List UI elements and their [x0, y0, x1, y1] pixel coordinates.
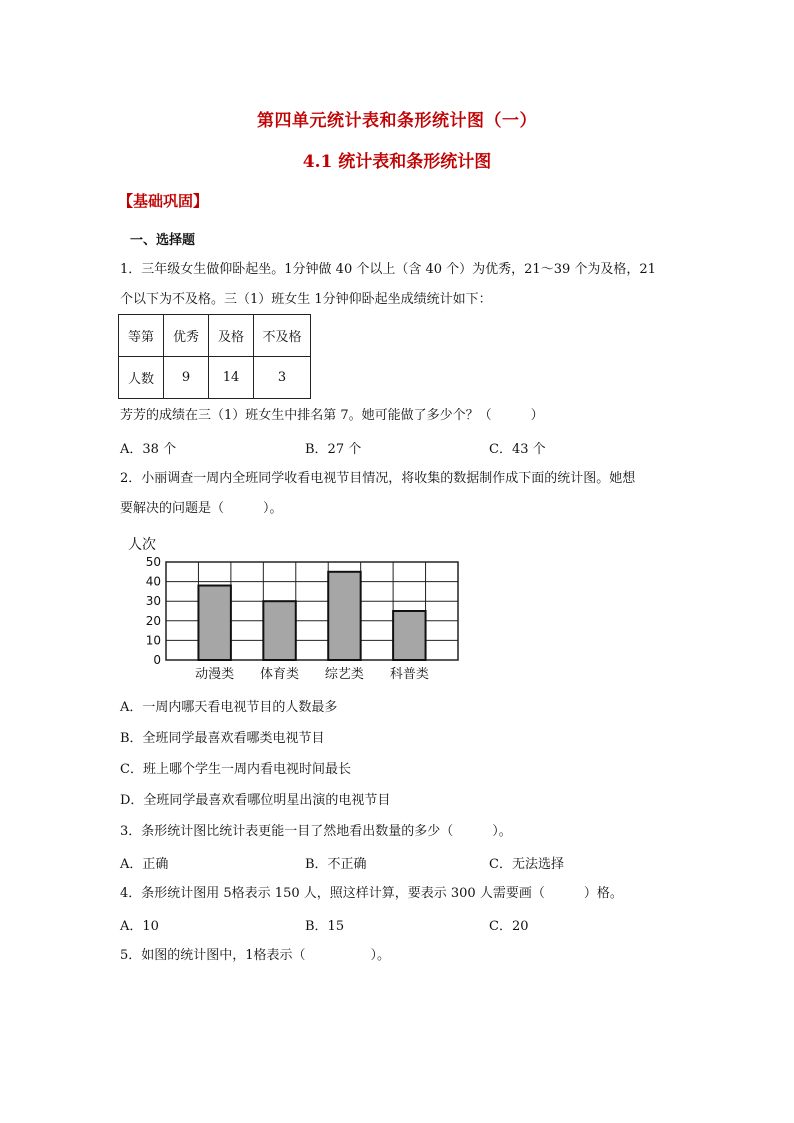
q4-text: 4．条形统计图用 5格表示 150 人，照这样计算，要表示 300 人需要画（ ）格。	[120, 886, 623, 901]
chart-y-tick-label: 10	[145, 633, 161, 648]
chart-y-tick-label: 20	[145, 613, 161, 628]
q2-text-line2: 要解决的问题是（ ）。	[120, 501, 283, 516]
table-cell: 9	[164, 357, 209, 399]
bar-chart	[110, 530, 470, 690]
page-title: 第四单元统计表和条形统计图（一）	[257, 111, 537, 131]
q2-text-line1: 2．小丽调查一周内全班同学收看电视节目情况，将收集的数据制作成下面的统计图。她想	[120, 471, 636, 486]
q2-option-d: D．全班同学最喜欢看哪位明星出演的电视节目	[120, 793, 391, 808]
q2-option-c: C．班上哪个学生一周内看电视时间最长	[120, 762, 351, 777]
table-header-cell: 等第	[119, 315, 164, 357]
part-heading: 一、选择题	[130, 233, 196, 248]
chart-y-tick-label: 50	[145, 555, 161, 569]
chart-bar	[198, 586, 230, 660]
table-header-cell: 优秀	[164, 315, 209, 357]
chart-x-tick-label: 综艺类	[324, 667, 364, 682]
chart-bars	[198, 572, 425, 660]
chart-bar	[393, 611, 425, 660]
chart-x-ticks	[195, 666, 429, 682]
chart-y-ticks	[146, 555, 161, 667]
q2-option-a: A．一周内哪天看电视节目的人数最多	[120, 700, 338, 715]
chart-x-tick-label: 动漫类	[195, 667, 235, 682]
chart-bar	[328, 572, 360, 660]
q1-option-b: B．27 个	[305, 442, 362, 457]
table-header-cell: 及格	[209, 315, 254, 357]
section-heading: 【基础巩固】	[118, 192, 209, 210]
q4-option-a: A．10	[120, 919, 159, 934]
q2-option-b: B．全班同学最喜欢看哪类电视节目	[120, 731, 325, 746]
q3-option-b: B．不正确	[305, 857, 367, 872]
q1-option-a: A．38 个	[120, 442, 177, 457]
chart-y-axis-label: 人次	[128, 537, 156, 553]
score-table	[118, 314, 311, 399]
table-row-label: 人数	[119, 357, 164, 399]
q3-option-c: C．无法选择	[489, 857, 564, 872]
chart-y-tick-label: 30	[145, 594, 161, 609]
q1-text-line2: 个以下为不及格。三（1）班女生 1分钟仰卧起坐成绩统计如下：	[120, 292, 492, 307]
table-header-cell: 不及格	[254, 315, 311, 357]
chart-x-tick-label: 体育类	[260, 667, 300, 682]
q1-option-c: C．43 个	[489, 442, 546, 457]
q4-option-b: B．15	[305, 919, 345, 934]
q5-text: 5．如图的统计图中，1格表示（ ）。	[120, 948, 391, 963]
table-header-row	[119, 315, 311, 357]
q1-text-line1: 1．三年级女生做仰卧起坐。1分钟做 40 个以上（含 40 个）为优秀，21～39 个为及格，21	[120, 262, 656, 277]
chart-x-tick-label: 科普类	[389, 667, 429, 682]
table-row	[119, 357, 311, 399]
chart-bar	[263, 601, 295, 660]
page-subtitle: 4.1 统计表和条形统计图	[302, 152, 492, 172]
q4-option-c: C．20	[489, 919, 529, 934]
q3-option-a: A．正确	[120, 857, 169, 872]
chart-y-tick-label: 40	[145, 574, 161, 589]
chart-y-tick-label: 0	[153, 653, 161, 667]
q3-text: 3．条形统计图比统计表更能一目了然地看出数量的多少（ ）。	[120, 824, 512, 839]
table-cell: 14	[209, 357, 254, 399]
table-cell: 3	[254, 357, 311, 399]
q1-question: 芳芳的成绩在三（1）班女生中排名第 7。她可能做了多少个？（ ）	[120, 408, 544, 423]
